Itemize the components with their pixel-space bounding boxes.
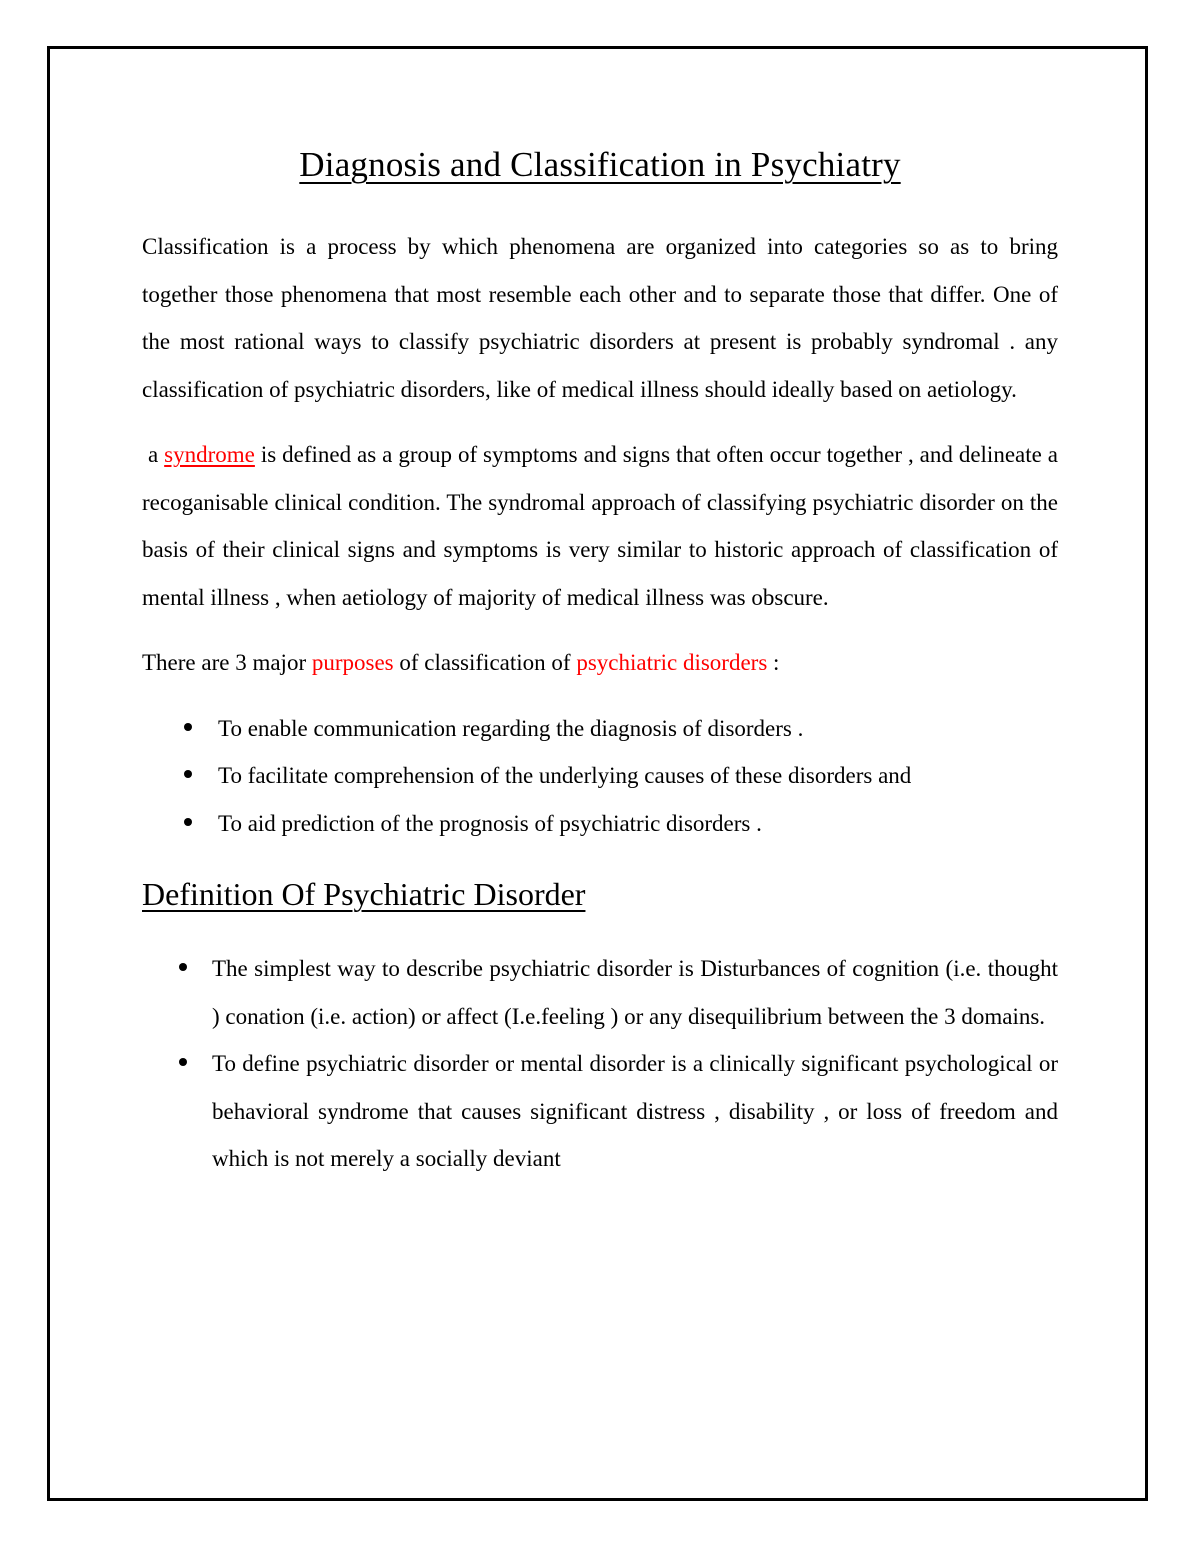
intro-paragraph: Classification is a process by which phenomena are organized into categories so as to bring together those phenomena that most resemble each other and to separate those that differ. One of the most rational ways to classify psychiatric disorders at present is probably syndromal . any classification of psychiatric disorders, like of medical illness should ideally based on aetiology. xyxy=(142,234,1058,402)
syndrome-definition: is defined as a group of symptoms and signs that often occur together , and delineate a recoganisable clinical condition. The syndromal approach of classifying psychiatric disorder on the basis of their clinical signs and symptoms is very similar to historic approach of classification of mental illness , when aetiology of majority of medical illness was obscure. xyxy=(142,442,1058,610)
document-body xyxy=(142,140,1058,1183)
syndrome-paragraph xyxy=(142,431,1058,621)
list-item xyxy=(142,752,1058,800)
purposes-list xyxy=(142,705,1058,848)
bullet-icon xyxy=(184,770,192,778)
purposes-intro-part1: There are 3 major xyxy=(142,650,307,675)
purposes-intro-part2: of classification of xyxy=(399,650,571,675)
purposes-intro xyxy=(142,639,1058,687)
bullet-icon xyxy=(184,818,192,826)
purpose-text: To enable communication regarding the diagnosis of disorders . xyxy=(218,715,804,741)
list-item xyxy=(142,945,1058,1040)
list-item xyxy=(142,1040,1058,1183)
bullet-icon xyxy=(179,1058,187,1066)
definition-text: To define psychiatric disorder or mental disorder is a clinically significant psychological or behavioral syndrome that causes significant distress , disability , or loss of freedom and which is not merely a socially deviant xyxy=(212,1051,1058,1171)
section-title: Definition Of Psychiatric Disorder xyxy=(142,876,586,912)
psychiatric-disorders-term: psychiatric disorders xyxy=(576,650,768,675)
bullet-icon xyxy=(184,723,192,731)
syndrome-term: syndrome xyxy=(164,442,255,467)
purpose-text: To facilitate comprehension of the underlying causes of these disorders and xyxy=(218,763,912,788)
syndrome-lead: a xyxy=(148,442,159,467)
purpose-text: To aid prediction of the prognosis of psychiatric disorders . xyxy=(218,810,762,836)
definitions-list xyxy=(142,945,1058,1183)
purposes-intro-part3: : xyxy=(773,650,780,675)
purposes-term: purposes xyxy=(311,650,394,675)
list-item xyxy=(142,800,1058,848)
document-title: Diagnosis and Classification in Psychiatry xyxy=(299,145,901,184)
bullet-icon xyxy=(179,963,187,971)
definition-text: The simplest way to describe psychiatric disorder is Disturbances of cognition (i.e. thought ) conation (i.e. action) or affect (I.e.feeling ) or any disequilibrium between the 3 domains. xyxy=(212,956,1058,1029)
list-item xyxy=(142,705,1058,753)
